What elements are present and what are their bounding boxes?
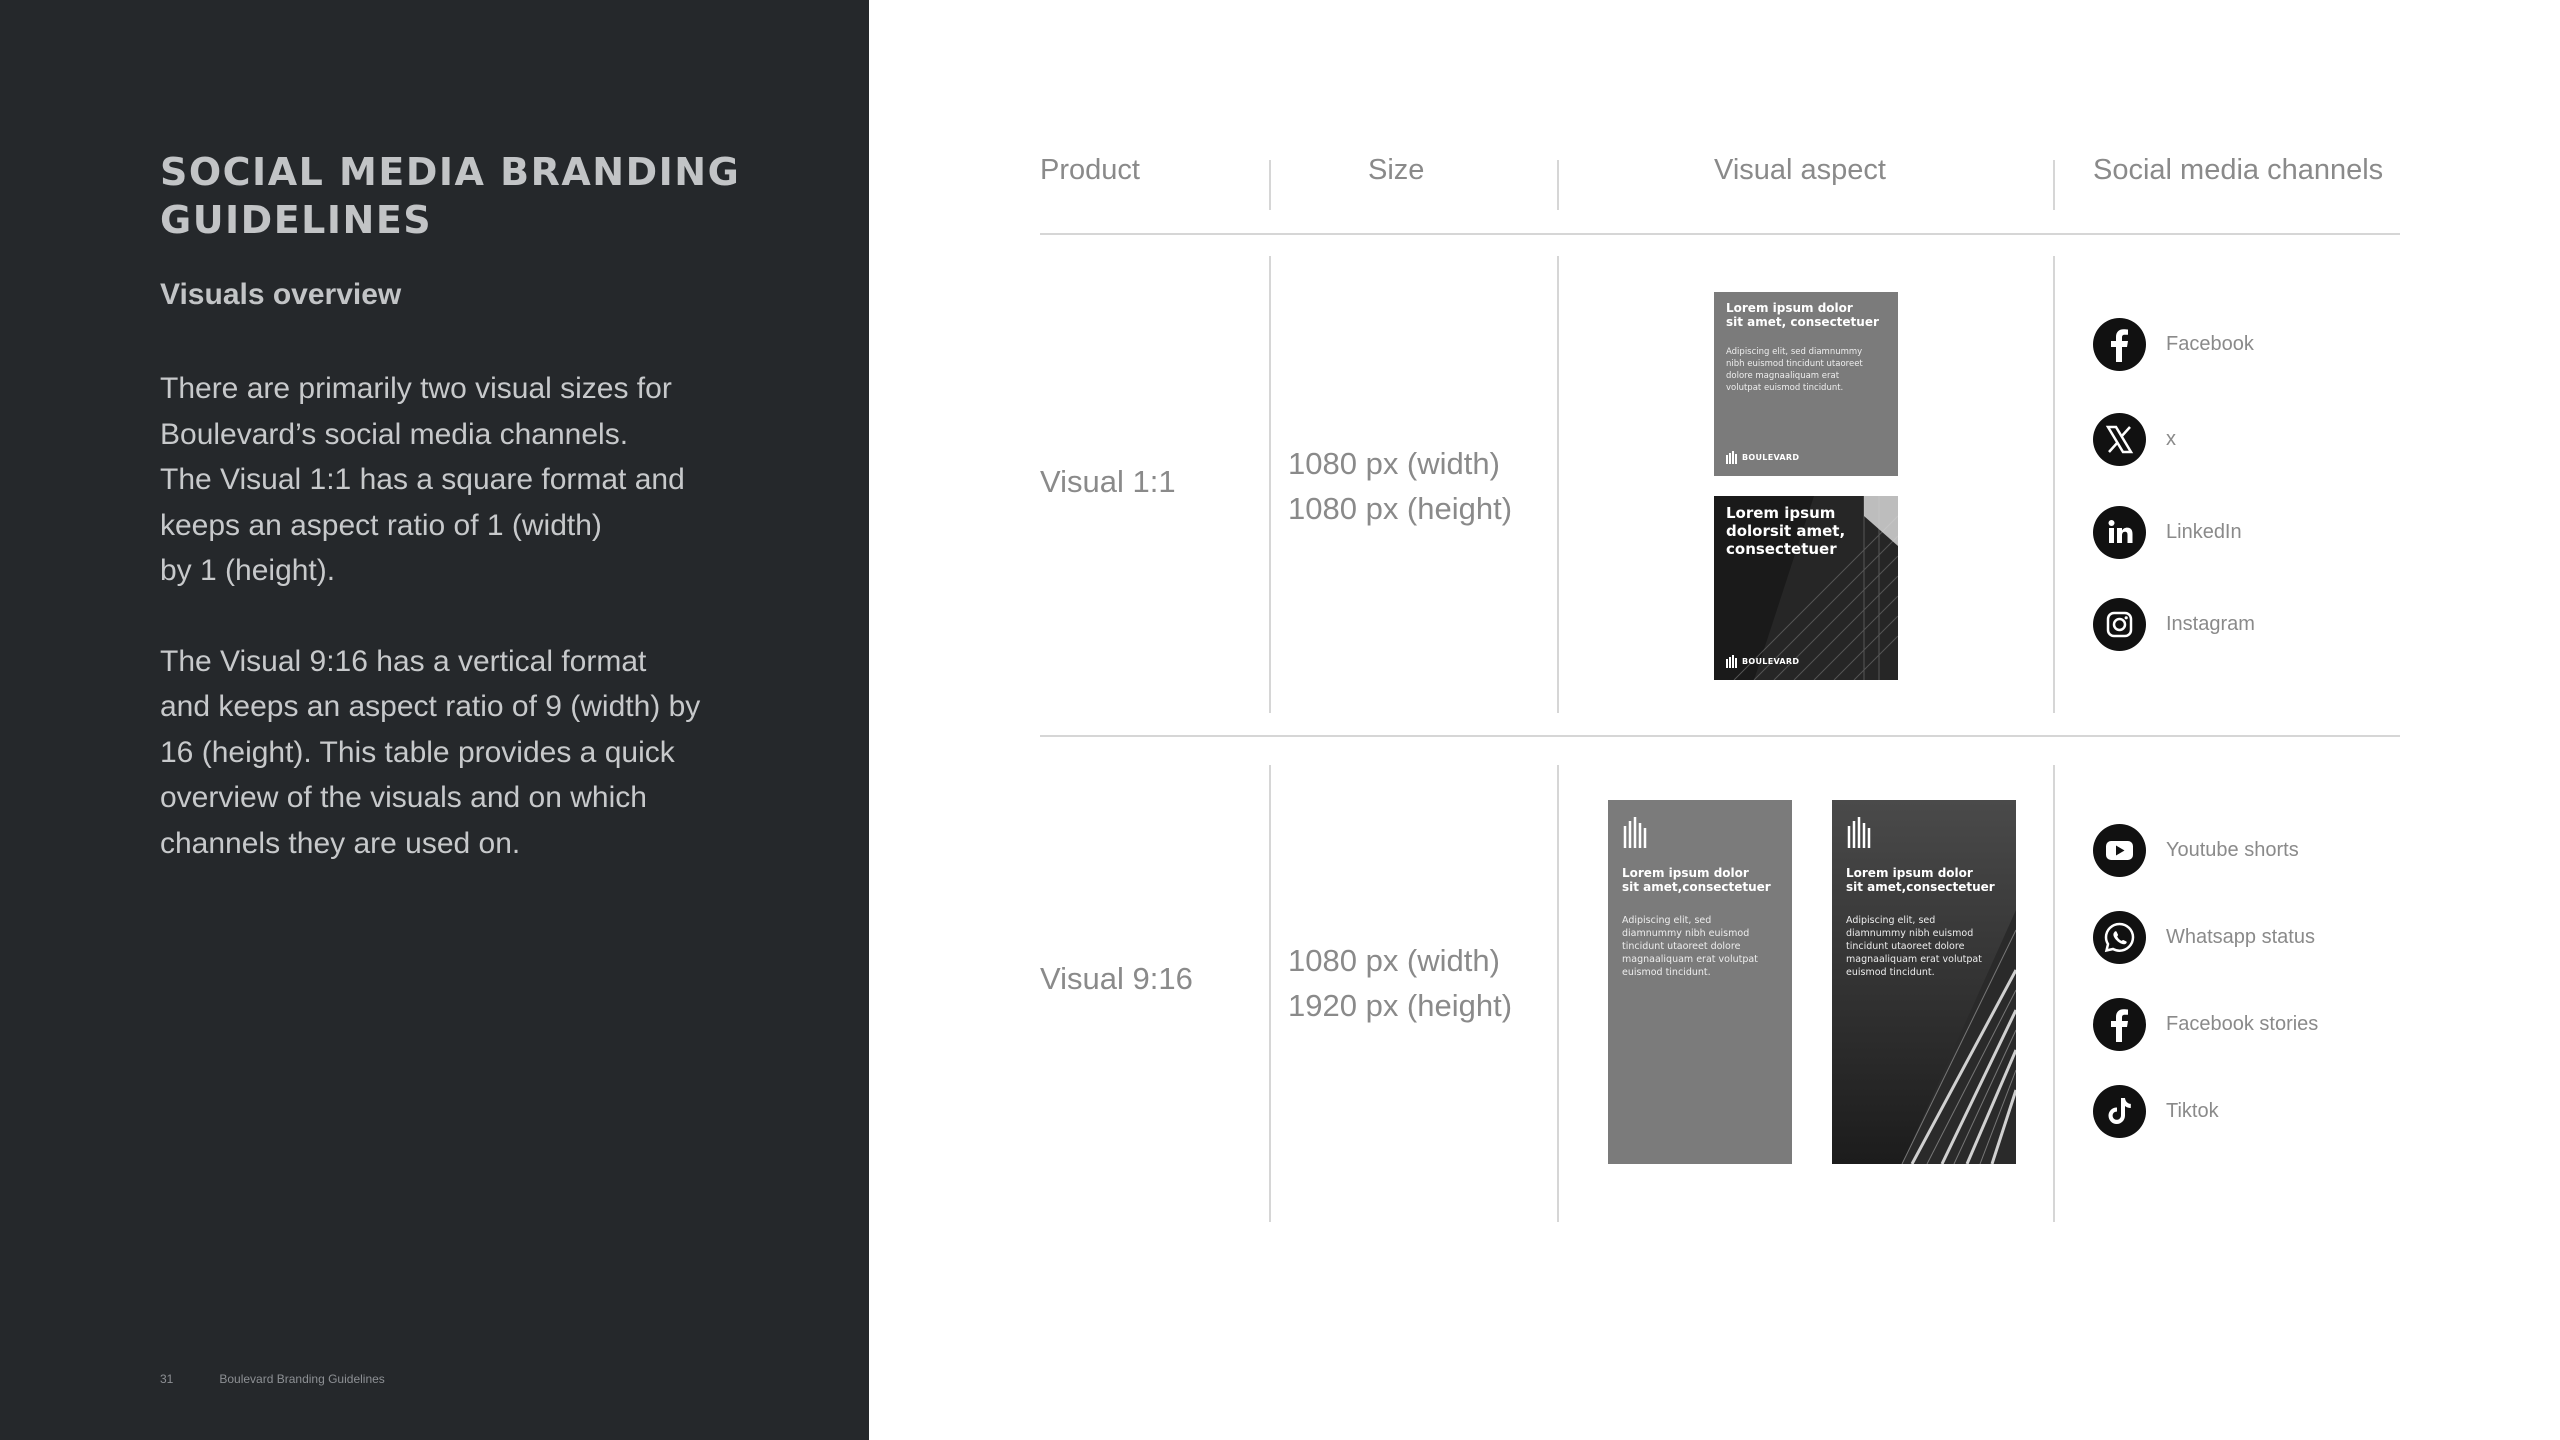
product-visual-1-1: Visual 1:1: [1040, 464, 1176, 499]
intro-paragraph: There are primarily two visual sizes for Boulevard’s social media channels. The Visual 1:1 has a square format and keeps an aspect ratio of 1 (width) by 1 (height).: [160, 372, 685, 587]
header-product: Product: [1040, 154, 1140, 186]
channel-facebook-stories: [2093, 998, 2318, 1051]
product-visual-9-16: Visual 9:16: [1040, 961, 1193, 996]
channel-linkedin: [2093, 506, 2242, 559]
channel-label: Instagram: [2166, 613, 2255, 635]
size-height: 1080 px (height): [1288, 491, 1513, 526]
tiktok-icon: [2093, 1085, 2146, 1138]
intro-paragraph: The Visual 9:16 has a vertical format and keeps an aspect ratio of 9 (width) by 16 (height). This table provides a quick overview of the visuals and on which channels they are used on.: [160, 644, 701, 860]
boulevard-logo-icon: [1846, 816, 1872, 848]
column-divider: [2053, 160, 2055, 210]
visual-preview-square-dark: [1714, 496, 1898, 680]
size-width: 1080 px (width): [1288, 943, 1500, 978]
left-panel: [0, 0, 869, 1440]
channel-youtube-shorts: [2093, 824, 2299, 877]
visual-title: Lorem ipsum dolor sit amet,consectetuer: [1622, 866, 1771, 894]
size-width: 1080 px (width): [1288, 446, 1500, 481]
channel-label: Youtube shorts: [2166, 839, 2299, 861]
column-divider: [1557, 160, 1559, 210]
linkedin-icon: [2093, 506, 2146, 559]
channel-label: x: [2166, 428, 2176, 450]
column-divider: [2053, 256, 2055, 713]
column-divider: [1269, 765, 1271, 1222]
page-title: SOCIAL MEDIA BRANDING GUIDELINES: [160, 150, 741, 242]
instagram-icon: [2093, 598, 2146, 651]
youtube-icon: [2093, 824, 2146, 877]
intro-text: [160, 366, 760, 911]
channel-label: Whatsapp status: [2166, 926, 2315, 948]
column-divider: [1557, 256, 1559, 713]
brand-mark: [1726, 450, 1799, 464]
header-social-channels: Social media channels: [2093, 154, 2384, 186]
size-height: 1920 px (height): [1288, 988, 1513, 1023]
channel-label: Facebook stories: [2166, 1013, 2319, 1035]
facebook-icon: [2093, 998, 2146, 1051]
channel-whatsapp-status: [2093, 911, 2315, 964]
visual-title: Lorem ipsum dolor sit amet,consectetuer: [1846, 866, 1995, 894]
facebook-icon: [2093, 318, 2146, 371]
header-divider: [1040, 233, 2400, 235]
column-divider: [2053, 765, 2055, 1222]
column-divider: [1557, 765, 1559, 1222]
row-divider: [1040, 735, 2400, 737]
boulevard-logo-icon: [1726, 450, 1738, 464]
brand-mark: [1726, 654, 1799, 668]
x-icon: [2093, 413, 2146, 466]
visual-preview-vertical-grey: [1608, 800, 1792, 1164]
document-name: Boulevard Branding Guidelines: [219, 1372, 385, 1386]
channel-label: LinkedIn: [2166, 521, 2242, 543]
footer: [160, 1372, 385, 1386]
size-visual-1-1: [1288, 441, 1512, 531]
header-size: Size: [1368, 154, 1425, 186]
building-photo: [1832, 800, 2016, 1164]
channel-label: Facebook: [2166, 333, 2254, 355]
channel-label: Tiktok: [2166, 1100, 2219, 1122]
header-visual-aspect: Visual aspect: [1714, 154, 1886, 186]
section-subtitle: Visuals overview: [160, 278, 402, 311]
page-number: 31: [160, 1372, 174, 1386]
channel-tiktok: [2093, 1085, 2219, 1138]
visual-preview-vertical-dark: [1832, 800, 2016, 1164]
column-divider: [1269, 160, 1271, 210]
column-divider: [1269, 256, 1271, 713]
channel-instagram: [2093, 598, 2255, 651]
boulevard-logo-icon: [1726, 654, 1738, 668]
visual-body: Adipiscing elit, sed diamnummy nibh euismod tincidunt utaoreet dolore magnaaliquam erat volutpat euismod tincidunt.: [1726, 347, 1863, 393]
channel-x: [2093, 413, 2176, 466]
visual-body: Adipiscing elit, sed diamnummy nibh euismod tincidunt utaoreet dolore magnaaliquam erat volutpat euismod tincidunt.: [1622, 915, 1758, 978]
size-visual-9-16: [1288, 938, 1512, 1028]
visual-body: Adipiscing elit, sed diamnummy nibh euismod tincidunt utaoreet dolore magnaaliquam erat volutpat euismod tincidunt.: [1846, 915, 1982, 978]
whatsapp-icon: [2093, 911, 2146, 964]
visual-preview-square-grey: [1714, 292, 1898, 476]
brand-name: BOULEVARD: [1742, 656, 1800, 666]
channel-facebook: [2093, 318, 2254, 371]
boulevard-logo-icon: [1622, 816, 1648, 848]
visual-title: Lorem ipsum dolorsit amet, consectetuer: [1726, 504, 1846, 558]
visual-title: Lorem ipsum dolor sit amet, consectetuer: [1726, 301, 1879, 329]
brand-name: BOULEVARD: [1742, 452, 1800, 462]
